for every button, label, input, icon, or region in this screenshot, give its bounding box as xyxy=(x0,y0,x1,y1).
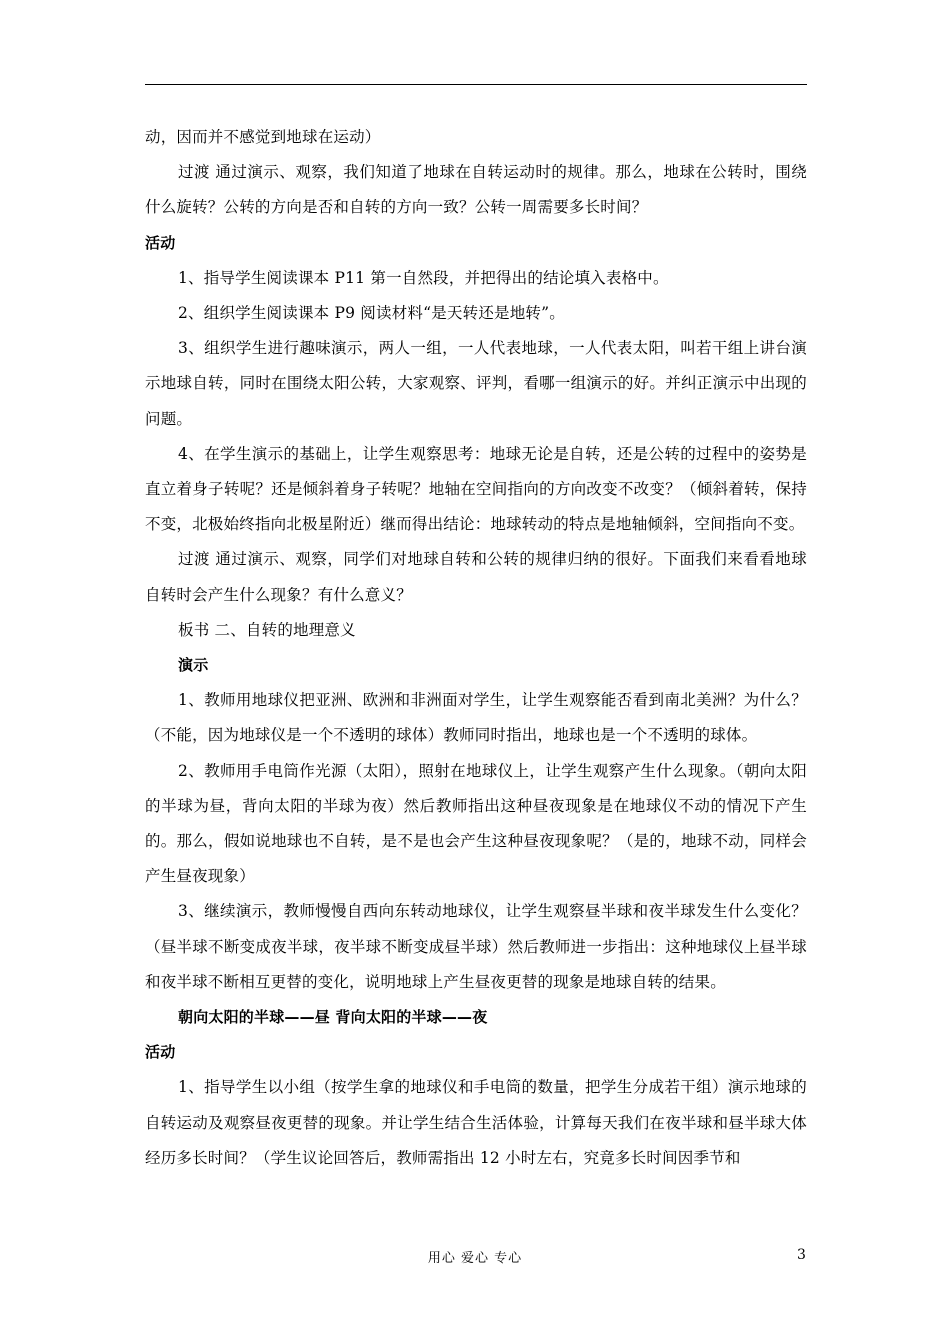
summary-line: 朝向太阳的半球——昼 背向太阳的半球——夜 xyxy=(178,1008,488,1027)
paragraph: 4、在学生演示的基础上，让学生观察思考：地球无论是自转，还是公转的过程中的姿势是直立着身子转呢？还是倾斜着身子转呢？地轴在空间指向的方向改变不改变？（倾斜着转，保持不变，北极始终指向北极星附近）继而得出结论：地球转动的特点是地轴倾斜，空间指向不变。 xyxy=(145,444,807,534)
header-rule xyxy=(145,84,807,85)
paragraph: 1、教师用地球仪把亚洲、欧洲和非洲面对学生，让学生观察能否看到南北美洲？为什么？（不能，因为地球仪是一个不透明的球体）教师同时指出，地球也是一个不透明的球体。 xyxy=(145,691,807,745)
paragraph: 板书 二、自转的地理意义 xyxy=(178,620,356,639)
document-body xyxy=(145,120,807,1176)
paragraph: 2、教师用手电筒作光源（太阳），照射在地球仪上，让学生观察产生什么现象。（朝向太阳的半球为昼，背向太阳的半球为夜）然后教师指出这种昼夜现象是在地球仪不动的情况下产生的。那么，假如说地球也不自转，是不是也会产生这种昼夜现象呢？（是的，地球不动，同样会产生昼夜现象） xyxy=(145,761,807,886)
footer-motto: 用心 爱心 专心 xyxy=(427,1251,523,1266)
paragraph: 1、指导学生以小组（按学生拿的地球仪和手电筒的数量，把学生分成若干组）演示地球的自转运动及观察昼夜更替的现象。并让学生结合生活体验，计算每天我们在夜半球和昼半球大体经历多长时间？（学生议论回答后，教师需指出 12 小时左右，究竟多长时间因季节和 xyxy=(145,1078,807,1167)
section-heading: 活动 xyxy=(145,1043,176,1062)
paragraph: 过渡 通过演示、观察，我们知道了地球在自转运动时的规律。那么，地球在公转时，围绕什么旋转？公转的方向是否和自转的方向一致？公转一周需要多长时间？ xyxy=(145,163,807,217)
paragraph: 动，因而并不感觉到地球在运动） xyxy=(145,128,381,146)
paragraph: 过渡 通过演示、观察，同学们对地球自转和公转的规律归纳的很好。下面我们来看看地球自转时会产生什么现象？有什么意义？ xyxy=(145,550,807,604)
section-heading: 演示 xyxy=(178,656,209,675)
paragraph: 1、指导学生阅读课本 P11 第一自然段，并把得出的结论填入表格中。 xyxy=(178,268,669,287)
section-heading: 活动 xyxy=(145,233,176,252)
paragraph: 3、继续演示，教师慢慢自西向东转动地球仪，让学生观察昼半球和夜半球发生什么变化？（昼半球不断变成夜半球，夜半球不断变成昼半球）然后教师进一步指出：这种地球仪上昼半球和夜半球不断相互更替的变化，说明地球上产生昼夜更替的现象是地球自转的结果。 xyxy=(145,902,807,991)
paragraph: 2、组织学生阅读课本 P9 阅读材料“是天转还是地转”。 xyxy=(178,304,565,323)
page-number: 3 xyxy=(797,1247,806,1263)
paragraph: 3、组织学生进行趣味演示，两人一组，一人代表地球，一人代表太阳，叫若干组上讲台演示地球自转，同时在围绕太阳公转，大家观察、评判，看哪一组演示的好。并纠正演示中出现的问题。 xyxy=(145,339,807,428)
